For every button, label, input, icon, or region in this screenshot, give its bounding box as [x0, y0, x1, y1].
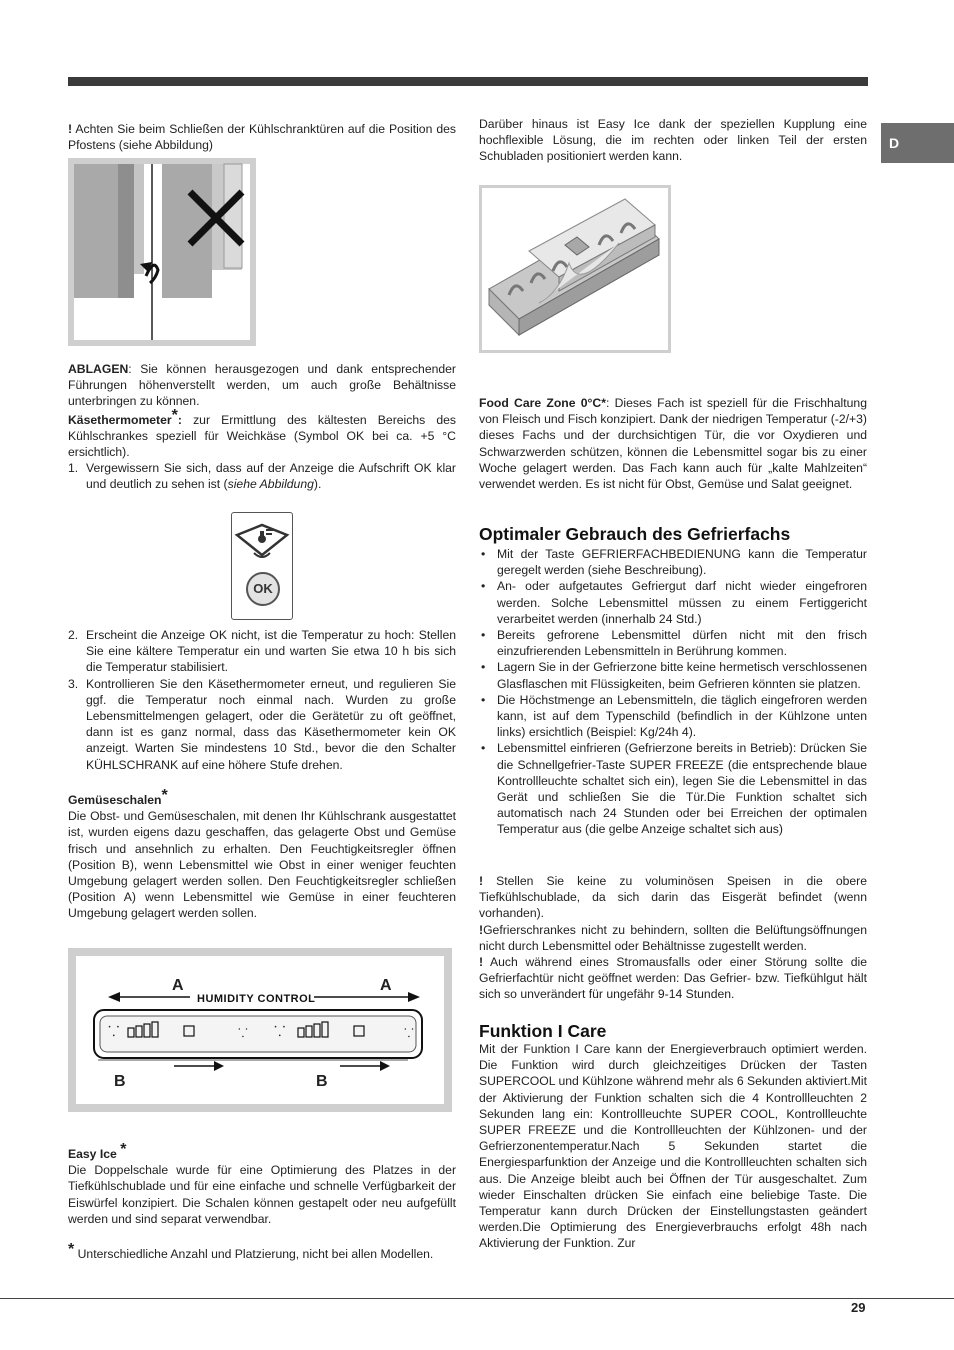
- humidity-control-illustration: [68, 948, 452, 1112]
- food-care-title: Food Care Zone 0°C*: [479, 396, 606, 410]
- humidity-icon: ⸪: [108, 1023, 120, 1039]
- asterisk: *: [161, 787, 168, 804]
- icare-section: [479, 1021, 867, 1252]
- warning-2: Gefrierschrankes nicht zu behindern, sollten die Belüftungsöffnungen nicht durch Lebensmittel oder Behältnisse zugestellt werden.: [479, 922, 867, 953]
- easyice-text: Die Doppelschale wurde für eine Optimierung des Platzes in der Tiefkühlschublade und für eine einfache und schnelle Verfügbarkeit der Eiswürfel konzipiert. Die Schalen können gestapelt oder neu aufgefüllt werden und sind separat verwendbar.: [68, 1163, 456, 1226]
- footer-rule: [0, 1298, 954, 1299]
- list-item: • An- oder aufgetautes Gefriergut darf nicht wieder eingefroren werden. Solche Lebensmittel müssen zu einem Fertiggericht verarbeitet werden (innerhalb 24 Std.): [479, 578, 867, 627]
- header-bar: [68, 77, 868, 86]
- footnote-text: Unterschiedliche Anzahl und Platzierung, nicht bei allen Modellen.: [74, 1247, 434, 1261]
- position-a-right: A: [380, 977, 392, 994]
- note-mark: !: [479, 955, 484, 970]
- position-a-left: A: [172, 977, 184, 994]
- food-care-text: : Dieses Fach ist speziell für die Frischhaltung von Fleisch und Fisch konzipiert. Dank der niedrigen Temperatur (-2/+3) dieses Fachs und der durchsichtigen Tür, die vor Oxydieren und Schwarzwerden schützen, können die Lebensmittel sogar bis zu einer Woche gelagert werden. Das Fach kann auch für „kalte Mahlzeiten“ verwendet werden. Es ist nicht für Obst, Gemüse und Salat geeignet.: [479, 396, 867, 492]
- easyice-section: [68, 1141, 456, 1227]
- page-number: 29: [851, 1300, 866, 1315]
- warning-3: Auch während eines Stromausfalls oder einer Störung sollte die Gefrierfachtür nicht geöffnet werden: Das Gefrier- bzw. Tiefkühlgut hält sich so unverändert für ungefähr 9-14 Stunden.: [479, 955, 867, 1002]
- warning-1: Stellen Sie keine zu voluminösen Speisen in die obere Tiefkühlschublade, da sich darin das Eisgerät befindet (wenn vorhanden).: [479, 874, 867, 921]
- list-item: • Lebensmittel einfrieren (Gefrierzone bereits in Betrieb): Drücken Sie die Schnellgefrier-Taste SUPER FREEZE (die entsprechende blaue Kontrollleuchte schaltet sich ein), legen Sie die Lebensmittel in das Gerät und schließen Sie die Tür.Die Funktion schaltet sich automatisch nach 24 Stunden oder bei Erreichen der optimalen Temperatur aus (die gelbe Anzeige schaltet sich aus): [479, 740, 867, 837]
- freezer-heading: Optimaler Gebrauch des Gefrierfachs: [479, 524, 791, 544]
- note-mark: !: [479, 874, 484, 888]
- asterisk: *: [171, 406, 178, 424]
- easyice-title: Easy Ice: [68, 1147, 117, 1161]
- gemuse-text: Die Obst- und Gemüseschalen, mit denen Ihr Kühlschrank ausgestattet ist, wurden eigens dazu geschaffen, das gelagerte Obst und Gemüse frisch und ansehnlich zu erhalten. Den Feuchtigkeitsregler öffnen (Position B), wenn Lebensmittel wie Obst in einer weniger feuchten Umgebung gelagert werden sollen. Den Feuchtigkeitsregler schließen (Position A) wenn Lebensmittel wie Gemüse in einer feuchteren Umgebung gelagert werden sollen.: [68, 809, 456, 921]
- icare-text: Mit der Funktion I Care kann der Energieverbrauch optimiert werden. Die Funktion wird durch gleichzeitiges Drücken der Tasten SUPERCOOL und Kühlzone während mehr als 6 Sekunden aktiviert.Mit der Aktivierung der Funktion schalten sich die 4 Kontrollleuchten 2 Sekunden lang ein: Kontrollleuchte SUPER COOL, Kontrollleuchte SUPER FREEZE und die Kontrollleuchten der Kühlzonen- und der Gefrierzonentemperatur.Nach 5 Sekunden startet die Energiesparfunktion der Anzeige und die Kontrollleuchten schalten sich aus. Die Anzeige bleibt auch bei Öffnen der Tür ausgeschaltet. Zum wieder Einschalten drücken Sie einfach eine beliebige Taste. Die Temperatur kann durch Drücken der Einstellungstasten geändert werden.Die Optimierung des Energieverbrauchs erfolgt 48h nach Aktivierung der Funktion. Zur: [479, 1042, 867, 1251]
- step-1: 1. Vergewissern Sie sich, dass auf der Anzeige die Aufschrift OK klar und deutlich zu sehen ist (siehe Abbildung).: [68, 461, 456, 492]
- list-item: • Bereits gefrorene Lebensmittel dürfen nicht mit den frisch einzufrierenden Lebensmitteln in Berührung kommen.: [479, 627, 867, 659]
- footnote: [68, 1241, 456, 1262]
- easyice-intro: [479, 116, 867, 165]
- note-mark: !: [68, 122, 73, 136]
- ok-badge: OK: [246, 572, 280, 606]
- step-3: 3. Kontrollieren Sie den Käsethermometer erneut, und regulieren Sie ggf. die Temperatur noch einmal nach. Wurden zu große Lebensmittelmengen gelagert, oder die Gerätetür zu oft geöffnet, dann ist es ganz normal, dass das Käsethermometer kein OK anzeigt. Warten Sie mindestens 10 Std., bevor die den Schalter KÜHLSCHRANK auf eine höhere Stufe drehen.: [68, 676, 456, 772]
- easyice-figure: [479, 185, 671, 353]
- humidity-control-label: HUMIDITY CONTROL: [197, 993, 316, 1005]
- asterisk: *: [120, 1141, 127, 1158]
- icare-heading: Funktion I Care: [479, 1021, 607, 1041]
- kase-title: Käsethermometer: [68, 412, 172, 427]
- ablagen-section: [68, 361, 456, 493]
- position-b-right: B: [316, 1073, 328, 1090]
- freezer-bullets: [479, 546, 867, 838]
- moisture-icon: ⸪: [404, 1026, 414, 1040]
- ablagen-text: : Sie können herausgezogen und dank entsprechender Führungen höhenverstellt werden, um auch große Behältnisse unterbringen zu können.: [68, 362, 456, 409]
- humidity-icon: ⸪: [274, 1023, 286, 1039]
- kase-colon: :: [177, 412, 182, 427]
- thermometer-icon: [232, 517, 292, 577]
- cheese-thermometer-figure: [231, 512, 293, 620]
- doors-note: [68, 121, 456, 153]
- ablagen-title: ABLAGEN: [68, 362, 129, 376]
- note-mark: !: [479, 922, 484, 937]
- freezer-section: [479, 524, 867, 838]
- door-figure: [68, 158, 256, 346]
- list-item: • Mit der Taste GEFRIERFACHBEDIENUNG kann die Temperatur geregelt werden (siehe Beschreibung).: [479, 546, 867, 578]
- doors-note-text: Achten Sie beim Schließen der Kühlschranktüren auf die Position des Pfostens (siehe Abbildung): [68, 122, 456, 153]
- moisture-icon: ⸪: [238, 1026, 248, 1040]
- steps-continued: [68, 627, 456, 773]
- food-care-section: [479, 395, 867, 492]
- kase-text: zur Ermittlung des kältesten Bereichs des Kühlschrankes speziell für Weichkäse (Symbol OK bei ca. +5 °C ersichtlich).: [68, 412, 456, 460]
- gemuse-section: [68, 787, 456, 922]
- intro-text: Darüber hinaus ist Easy Ice dank der speziellen Kupplung eine hochflexible Lösung, die im rechten oder linken Teil der ersten Schubladen positioniert werden kann.: [479, 117, 867, 164]
- step-2: 2. Erscheint die Anzeige OK nicht, ist die Temperatur zu hoch: Stellen Sie eine kältere Temperatur ein und warten Sie etwa 10 h bis sich die Temperatur stabilisiert.: [68, 628, 456, 675]
- humidity-figure: [68, 948, 452, 1112]
- list-item: • Die Höchstmenge an Lebensmitteln, die täglich eingefroren werden kann, ist auf dem Typenschild (befindlich in der Kühlzone unten links) ersichtlich (Beispiel: Kg/24h 4).: [479, 692, 867, 741]
- language-tab: D: [881, 123, 954, 163]
- door-position-illustration: [68, 158, 256, 346]
- ice-tray-illustration: [479, 185, 671, 353]
- position-b-left: B: [114, 1073, 126, 1090]
- asterisk: *: [68, 1241, 75, 1258]
- freezer-warnings: [479, 873, 867, 1003]
- gemuse-title: Gemüseschalen: [68, 793, 162, 807]
- list-item: • Lagern Sie in der Gefrierzone bitte keine hermetisch verschlossenen Glasflaschen mit Flüssigkeiten, beim Gefrieren könnten sie platzen.: [479, 659, 867, 691]
